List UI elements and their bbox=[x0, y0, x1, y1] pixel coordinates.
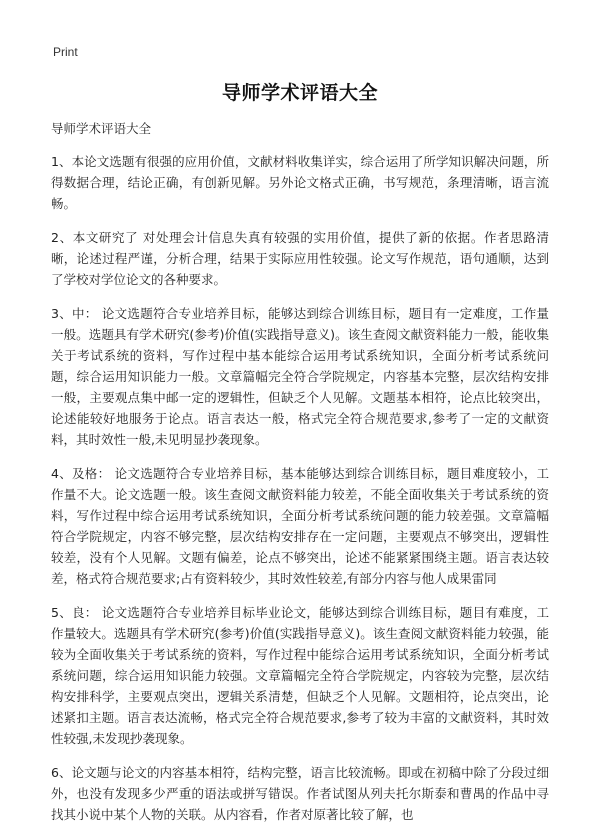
comment-paragraph-2: 2、本文研究了 对处理会计信息失真有较强的实用价值，提供了新的依据。作者思路清晰，论述过程严谨，分析合理，结果于实际应用性较强。论文写作规范，语句通顺，达到了学校对学位论文的各种要求。 bbox=[51, 230, 549, 287]
document-body bbox=[51, 118, 549, 838]
page-title: 导师学术评语大全 bbox=[221, 82, 378, 104]
comment-paragraph-3: 3、中： 论文选题符合专业培养目标，能够达到综合训练目标，题目有一定难度，工作量一般。选题具有学术研究(参考)价值(实践指导意义)。该生查阅文献资料能力一般，能收集关于考试系统的资料，写作过程中基本能综合运用考试系统知识，全面分析考试系统问题，综合运用知识能力一般。文章篇幅完全符合学院规定，内容基本完整，层次结构安排一般，主要观点集中邮一定的逻辑性，但缺乏个人见解。文题基本相符，论点比较突出，论述能较好地服务于论点。语言表达一般，格式完全符合规范要求,参考了一定的文献资料，其时效性一般,未见明显抄袭现象。 bbox=[51, 306, 549, 447]
comment-paragraph-1: 1、本论文选题有很强的应用价值，文献材料收集详实，综合运用了所学知识解决问题，所得数据合理，结论正确，有创新见解。另外论文格式正确，书写规范，条理清晰，语言流畅。 bbox=[51, 154, 549, 211]
comment-paragraph-6: 6、论文题与论文的内容基本相符，结构完整，语言比较流畅。即或在初稿中除了分段过细外，也没有发现多少严重的语法或拼写错误。作者试图从列夫托尔斯泰和曹禺的作品中寻找其小说中某个人物的关联。从内容看，作者对原著比较了解，也 bbox=[51, 765, 549, 822]
document-subtitle: 导师学术评语大全 bbox=[51, 121, 152, 136]
print-link[interactable]: Print bbox=[53, 45, 78, 59]
comment-paragraph-4: 4、及格： 论文选题符合专业培养目标，基本能够达到综合训练目标，题目难度较小，工作量不大。论文选题一般。该生查阅文献资料能力较差，不能全面收集关于考试系统的资料，写作过程中综合运用考试系统知识，全面分析考试系统问题的能力较差强。文章篇幅符合学院规定，内容不够完整，层次结构安排存在一定问题，主要观点不够突出，逻辑性较差，没有个人见解。文题有偏差，论点不够突出，论述不能紧紧围绕主题。语言表达较差，格式符合规范要求;占有资料较少，其时效性较差,有部分内容与他人成果雷同 bbox=[51, 466, 549, 586]
comment-paragraph-5: 5、良： 论文选题符合专业培养目标毕业论文，能够达到综合训练目标，题目有难度，工作量较大。选题具有学术研究(参考)价值(实践指导意义)。该生查阅文献资料能力较强，能较为全面收集关于考试系统的资料，写作过程中能综合运用考试系统知识，全面分析考试系统问题，综合运用知识能力较强。文章篇幅完全符合学院规定，内容较为完整，层次结构安排科学，主要观点突出，逻辑关系清楚，但缺乏个人见解。文题相符，论点突出，论述紧扣主题。语言表达流畅，格式完全符合规范要求,参考了较为丰富的文献资料，其时效性较强,未发现抄袭现象。 bbox=[51, 605, 549, 746]
